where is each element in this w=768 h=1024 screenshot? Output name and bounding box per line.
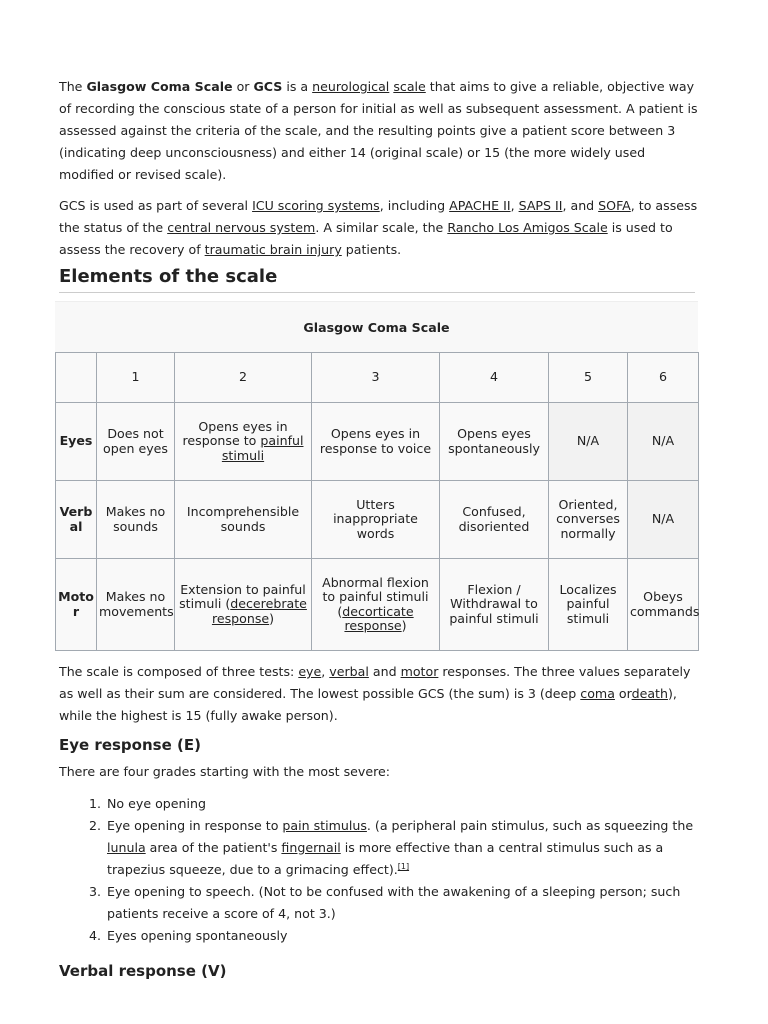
table-cell — [628, 481, 699, 559]
table-cell — [175, 481, 312, 559]
table-cell-link[interactable]: decerebrate response — [211, 596, 307, 626]
eye-response-list — [59, 793, 699, 947]
table-cell — [549, 481, 628, 559]
link-traumatic-brain-injury[interactable]: traumatic brain injury — [204, 242, 342, 257]
table-cell — [97, 481, 175, 559]
table-cell-text: ) — [401, 618, 407, 633]
link-verbal[interactable]: verbal — [329, 664, 369, 679]
column-header: 2 — [175, 353, 312, 403]
section-heading-verbal-response: Verbal response (V) — [59, 962, 227, 980]
table-row-motor — [56, 559, 699, 651]
table-corner-cell — [56, 353, 97, 403]
link-fingernail[interactable]: fingernail — [281, 840, 341, 855]
table-cell-text: Utters inappropriate words — [333, 496, 418, 541]
table-cell-text: Localizes painful stimuli — [559, 581, 617, 626]
link-apache-ii[interactable]: APACHE II — [449, 198, 511, 213]
table-cell-link[interactable]: painful stimuli — [221, 433, 304, 463]
table-cell — [97, 559, 175, 651]
table-cell-text: ) — [269, 610, 275, 626]
term-gcs: GCS — [253, 79, 283, 94]
column-header: 5 — [549, 353, 628, 403]
row-header: Verbal — [56, 481, 97, 559]
footnote-reference[interactable]: [1] — [397, 861, 410, 871]
table-cell — [549, 403, 628, 481]
row-header: Eyes — [56, 403, 97, 481]
table-cell — [312, 403, 440, 481]
link-saps-ii[interactable]: SAPS II — [518, 198, 563, 213]
article-body — [59, 76, 699, 983]
table-row-eyes — [56, 403, 699, 481]
link-sofa[interactable]: SOFA — [598, 198, 631, 213]
table-cell — [628, 559, 699, 651]
table-cell-text: Makes no movements — [99, 589, 174, 619]
list-item: 2. Eye opening in response to pain stimulus. (a peripheral pain stimulus, such as squeezing the lunula area of the patient's fingernail is more effective than a central stimulus such as a trapezius squeeze, due to a grimacing effect).[1] — [105, 815, 699, 881]
table-cell — [312, 481, 440, 559]
table-cell — [175, 403, 312, 481]
column-header: 4 — [440, 353, 549, 403]
list-item: 3. Eye opening to speech. (Not to be confused with the awakening of a sleeping person; such patients receive a score of 4, not 3.) — [105, 881, 699, 925]
table-cell-text: Opens eyes spontaneously — [448, 426, 540, 456]
list-item: 1. No eye opening — [105, 793, 699, 815]
table-cell-text: Oriented, converses normally — [556, 496, 620, 541]
table-cell-text: Confused, disoriented — [458, 504, 530, 534]
column-header: 6 — [628, 353, 699, 403]
table-cell-text: Makes no sounds — [105, 504, 166, 534]
link-icu-scoring-systems[interactable]: ICU scoring systems — [252, 198, 380, 213]
table-cell-text: N/A — [576, 433, 600, 449]
table-cell — [175, 559, 312, 651]
table-cell-text: Opens eyes in response to voice — [319, 426, 432, 456]
table-cell — [440, 481, 549, 559]
link-death[interactable]: death — [631, 686, 668, 701]
term-glasgow-coma-scale: Glasgow Coma Scale — [86, 79, 233, 94]
link-pain-stimulus[interactable]: pain stimulus — [282, 818, 367, 833]
table-cell — [312, 559, 440, 651]
row-header: Motor — [56, 559, 97, 651]
table-cell — [628, 403, 699, 481]
table-cell-text: Extension to painful stimuli ( — [179, 581, 306, 612]
table-cell-text: Does not open eyes — [103, 426, 168, 456]
table-row-verbal — [56, 481, 699, 559]
section-heading-elements: Elements of the scale — [59, 265, 695, 293]
table-cell — [97, 403, 175, 481]
link-lunula[interactable]: lunula — [107, 840, 146, 855]
link-motor[interactable]: motor — [400, 664, 439, 679]
table-cell — [440, 559, 549, 651]
link-rancho-los-amigos-scale[interactable]: Rancho Los Amigos Scale — [447, 220, 608, 235]
intro-paragraph-2: GCS is used as part of several ICU scoring systems, including APACHE II, SAPS II, and SOFA, to assess the status of the central nervous system. A similar scale, the Rancho Los Amigos Scale is used to assess the recovery of traumatic brain injury patients. — [59, 198, 698, 257]
table-cell-text: Abnormal flexion to painful stimuli ( — [322, 574, 429, 619]
table-cell — [440, 403, 549, 481]
column-header: 1 — [97, 353, 175, 403]
table-cell-text: Flexion / Withdrawal to painful stimuli — [449, 581, 539, 626]
list-item: 4. Eyes opening spontaneously — [105, 925, 699, 947]
intro-paragraph-1: The Glasgow Coma Scale or GCS is a neurological scale that aims to give a reliable, objective way of recording the conscious state of a person for initial as well as subsequent assessment. A patient is assessed against the criteria of the scale, and the resulting points give a patient score between 3 (indicating deep unconsciousness) and either 14 (original scale) or 15 (the more widely used modified or revised scale). — [59, 79, 698, 182]
gcs-table-container — [55, 301, 698, 651]
table-cell-link[interactable]: decorticate response — [342, 603, 414, 633]
table-caption: Glasgow Coma Scale — [55, 301, 698, 352]
table-cell-text: Opens eyes in response to — [182, 418, 288, 449]
column-header: 3 — [312, 353, 440, 403]
gcs-table — [55, 352, 699, 651]
link-eye[interactable]: eye — [298, 664, 322, 679]
table-cell — [549, 559, 628, 651]
table-cell-text: Incomprehensible sounds — [186, 504, 300, 534]
table-header-row — [56, 353, 699, 403]
table-cell-text: N/A — [651, 433, 675, 449]
section-heading-eye-response: Eye response (E) — [59, 736, 201, 754]
table-cell-text: Obeys commands — [630, 589, 700, 619]
eye-response-intro: There are four grades starting with the most severe: — [59, 764, 391, 779]
link-scale[interactable]: scale — [393, 79, 426, 94]
link-central-nervous-system[interactable]: central nervous system — [167, 220, 316, 235]
link-coma[interactable]: coma — [580, 686, 615, 701]
scale-composition-paragraph: The scale is composed of three tests: eye, verbal and motor responses. The three values separately as well as their sum are considered. The lowest possible GCS (the sum) is 3 (deep coma ordeath), while the highest is 15 (fully awake person). — [59, 664, 691, 723]
link-neurological[interactable]: neurological — [312, 79, 390, 94]
table-cell-text: N/A — [651, 511, 675, 527]
